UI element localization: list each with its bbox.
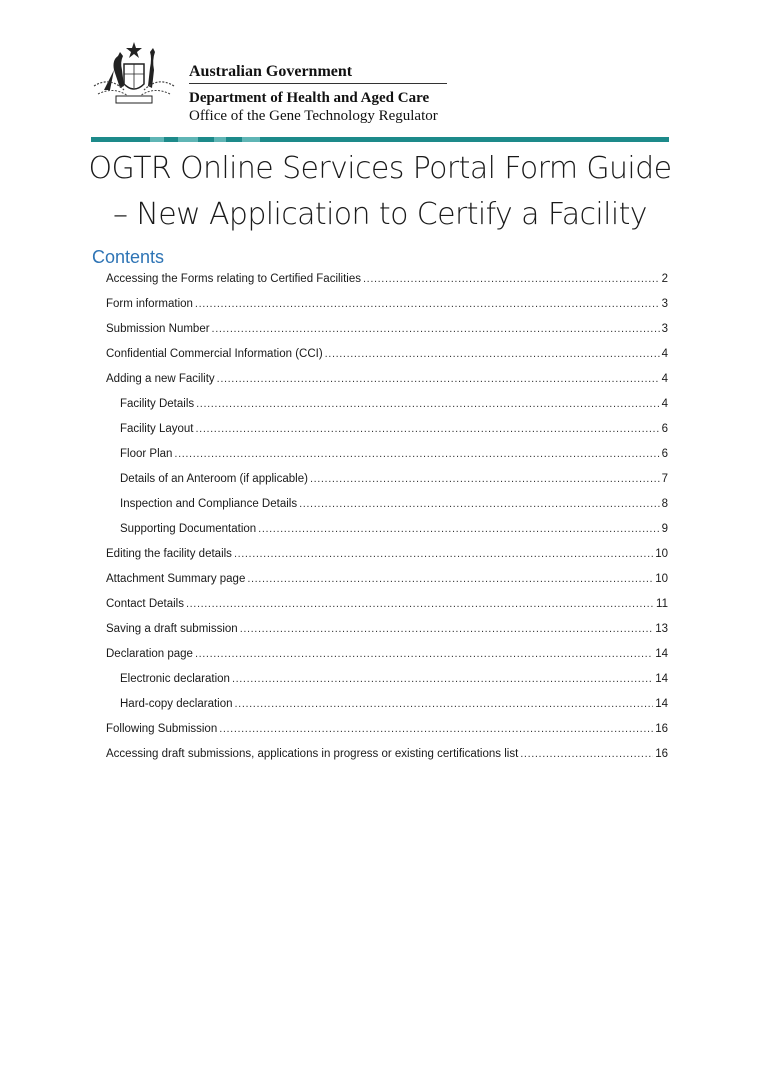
toc-entry-page[interactable]: 6 bbox=[661, 448, 668, 460]
toc-dot-leader bbox=[363, 273, 660, 285]
toc-dot-leader bbox=[195, 648, 653, 660]
toc-entry-label[interactable]: Inspection and Compliance Details bbox=[120, 498, 298, 510]
toc-entry[interactable] bbox=[106, 373, 668, 398]
toc-dot-leader bbox=[217, 373, 660, 385]
toc-dot-leader bbox=[325, 348, 660, 360]
toc-entry[interactable] bbox=[106, 573, 668, 598]
toc-entry-page[interactable]: 10 bbox=[655, 548, 668, 560]
toc-entry-label[interactable]: Confidential Commercial Information (CCI) bbox=[106, 348, 323, 360]
toc-entry-label[interactable]: Saving a draft submission bbox=[106, 623, 238, 635]
toc-dot-leader bbox=[219, 723, 653, 735]
toc-entry-page[interactable]: 4 bbox=[661, 398, 668, 410]
table-of-contents bbox=[106, 273, 668, 773]
toc-entry-page[interactable]: 14 bbox=[655, 698, 668, 710]
toc-entry[interactable] bbox=[106, 473, 668, 498]
toc-entry-page[interactable]: 3 bbox=[661, 298, 668, 310]
toc-dot-leader bbox=[174, 448, 659, 460]
toc-entry[interactable] bbox=[106, 423, 668, 448]
toc-entry-page[interactable]: 4 bbox=[661, 348, 668, 360]
toc-dot-leader bbox=[212, 323, 660, 335]
toc-entry-page[interactable]: 4 bbox=[661, 373, 668, 385]
toc-entry-page[interactable]: 8 bbox=[661, 498, 668, 510]
toc-entry-page[interactable]: 11 bbox=[656, 598, 668, 610]
toc-entry[interactable] bbox=[106, 698, 668, 723]
toc-entry-label[interactable]: Form information bbox=[106, 298, 193, 310]
toc-entry[interactable] bbox=[106, 323, 668, 348]
toc-entry-page[interactable]: 16 bbox=[655, 723, 668, 735]
toc-entry[interactable] bbox=[106, 648, 668, 673]
toc-entry-label[interactable]: Following Submission bbox=[106, 723, 218, 735]
toc-entry-label[interactable]: Contact Details bbox=[106, 598, 184, 610]
toc-entry-label[interactable]: Accessing draft submissions, applications in progress or existing certifications list bbox=[106, 748, 519, 760]
toc-entry-label[interactable]: Hard-copy declaration bbox=[120, 698, 233, 710]
toc-entry-label[interactable]: Facility Details bbox=[120, 398, 195, 410]
toc-entry-label[interactable]: Electronic declaration bbox=[120, 673, 230, 685]
divider-segment bbox=[150, 137, 164, 142]
toc-entry-page[interactable]: 13 bbox=[655, 623, 668, 635]
toc-entry[interactable] bbox=[106, 748, 668, 773]
department-name: Department of Health and Aged Care bbox=[189, 90, 430, 106]
title-line-1: OGTR Online Services Portal Form Guide bbox=[88, 151, 672, 186]
toc-entry-label[interactable]: Adding a new Facility bbox=[106, 373, 215, 385]
toc-dot-leader bbox=[240, 623, 654, 635]
toc-entry-page[interactable]: 16 bbox=[655, 748, 668, 760]
toc-entry[interactable] bbox=[106, 298, 668, 323]
toc-dot-leader bbox=[234, 548, 653, 560]
toc-entry-label[interactable]: Attachment Summary page bbox=[106, 573, 246, 585]
toc-dot-leader bbox=[235, 698, 654, 710]
toc-entry[interactable] bbox=[106, 723, 668, 748]
toc-entry-label[interactable]: Details of an Anteroom (if applicable) bbox=[120, 473, 308, 485]
toc-entry-label[interactable]: Editing the facility details bbox=[106, 548, 232, 560]
toc-dot-leader bbox=[520, 748, 653, 760]
toc-entry-label[interactable]: Declaration page bbox=[106, 648, 193, 660]
toc-entry[interactable] bbox=[106, 348, 668, 373]
toc-entry[interactable] bbox=[106, 448, 668, 473]
coat-of-arms-icon bbox=[90, 40, 178, 110]
government-name: Australian Government bbox=[189, 62, 447, 84]
toc-dot-leader bbox=[299, 498, 660, 510]
toc-entry-page[interactable]: 10 bbox=[655, 573, 668, 585]
toc-dot-leader bbox=[196, 398, 659, 410]
toc-entry-label[interactable]: Supporting Documentation bbox=[120, 523, 257, 535]
toc-entry-page[interactable]: 14 bbox=[655, 648, 668, 660]
title-line-2: – New Application to Certify a Facility bbox=[113, 197, 647, 232]
toc-entry[interactable] bbox=[106, 398, 668, 423]
toc-entry-label[interactable]: Floor Plan bbox=[120, 448, 173, 460]
toc-entry[interactable] bbox=[106, 273, 668, 298]
document-title bbox=[60, 146, 700, 238]
toc-dot-leader bbox=[196, 423, 660, 435]
divider-segment bbox=[242, 137, 260, 142]
toc-entry[interactable] bbox=[106, 673, 668, 698]
toc-entry[interactable] bbox=[106, 523, 668, 548]
toc-dot-leader bbox=[232, 673, 653, 685]
divider-segment bbox=[214, 137, 226, 142]
toc-entry-page[interactable]: 7 bbox=[661, 473, 668, 485]
toc-entry-label[interactable]: Facility Layout bbox=[120, 423, 194, 435]
toc-entry[interactable] bbox=[106, 548, 668, 573]
toc-entry-page[interactable]: 14 bbox=[655, 673, 668, 685]
office-name: Office of the Gene Technology Regulator bbox=[189, 108, 438, 124]
toc-entry-label[interactable]: Submission Number bbox=[106, 323, 210, 335]
toc-entry-page[interactable]: 2 bbox=[661, 273, 668, 285]
toc-entry[interactable] bbox=[106, 498, 668, 523]
divider-segment bbox=[178, 137, 198, 142]
toc-dot-leader bbox=[186, 598, 654, 610]
toc-dot-leader bbox=[258, 523, 659, 535]
toc-dot-leader bbox=[195, 298, 660, 310]
toc-entry-page[interactable]: 3 bbox=[661, 323, 668, 335]
toc-entry-page[interactable]: 6 bbox=[661, 423, 668, 435]
toc-entry[interactable] bbox=[106, 598, 668, 623]
toc-entry[interactable] bbox=[106, 623, 668, 648]
government-branding bbox=[189, 62, 447, 125]
contents-heading: Contents bbox=[92, 247, 165, 267]
toc-dot-leader bbox=[310, 473, 660, 485]
toc-entry-label[interactable]: Accessing the Forms relating to Certified Facilities bbox=[106, 273, 362, 285]
toc-entry-page[interactable]: 9 bbox=[661, 523, 668, 535]
toc-dot-leader bbox=[247, 573, 653, 585]
